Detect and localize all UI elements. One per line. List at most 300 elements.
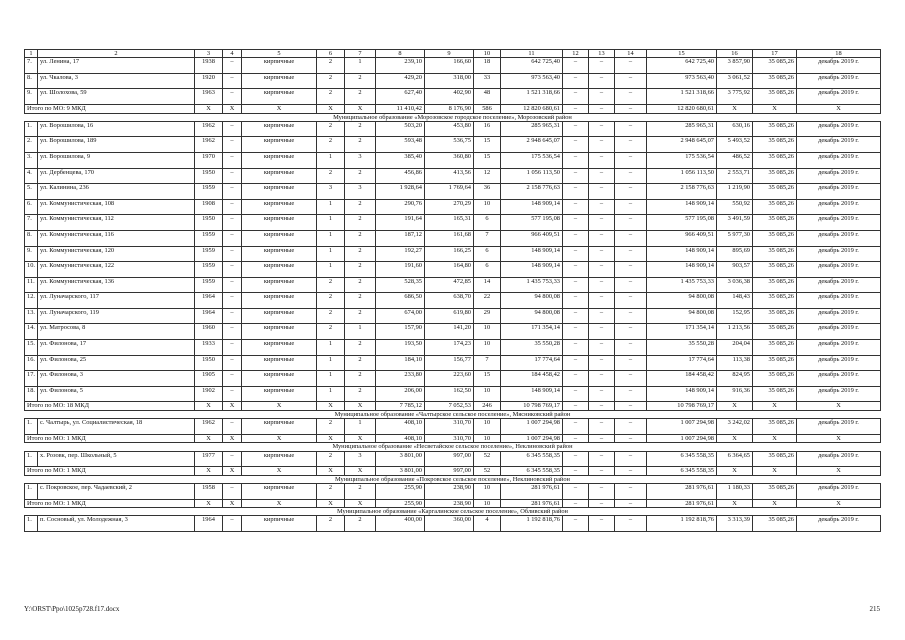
table-cell: – bbox=[589, 199, 615, 215]
table-cell: – bbox=[615, 262, 647, 278]
table-cell: – bbox=[223, 451, 242, 467]
total-cell: Итого по МО: 1 МКД bbox=[25, 467, 195, 476]
table-cell: 1 bbox=[317, 152, 345, 168]
total-cell: 246 bbox=[474, 402, 501, 411]
table-cell: 193,50 bbox=[376, 340, 425, 356]
table-cell: – bbox=[615, 184, 647, 200]
table-cell: 281 976,61 bbox=[501, 483, 563, 499]
table-cell: 6 345 558,35 bbox=[501, 451, 563, 467]
table-cell: 17 774,64 bbox=[647, 355, 717, 371]
table-cell: – bbox=[563, 230, 589, 246]
table-cell: 577 195,08 bbox=[647, 215, 717, 231]
table-cell: – bbox=[615, 89, 647, 105]
table-cell: 1950 bbox=[195, 168, 223, 184]
table-cell: 1. bbox=[25, 451, 38, 467]
total-cell: X bbox=[753, 402, 797, 411]
table-cell: 577 195,08 bbox=[501, 215, 563, 231]
total-cell: 310,70 bbox=[425, 434, 474, 443]
table-cell: 642 725,40 bbox=[647, 58, 717, 74]
section-title: Муниципальное образование «Покровское сельское поселение», Неклиновский район bbox=[25, 475, 881, 483]
table-cell: ул. Ворошилова, 16 bbox=[38, 121, 195, 137]
table-cell: – bbox=[223, 199, 242, 215]
table-cell: кирпичные bbox=[242, 121, 317, 137]
total-cell: X bbox=[195, 467, 223, 476]
table-cell: 1 007 294,98 bbox=[647, 419, 717, 435]
table-cell: – bbox=[563, 419, 589, 435]
table-cell: 174,23 bbox=[425, 340, 474, 356]
table-cell: 3 bbox=[345, 152, 376, 168]
table-cell: 1. bbox=[25, 516, 38, 532]
total-cell: Итого по МО: 1 МКД bbox=[25, 434, 195, 443]
table-cell: – bbox=[223, 293, 242, 309]
table-cell: 503,20 bbox=[376, 121, 425, 137]
table-cell: 2 bbox=[345, 340, 376, 356]
table-row bbox=[25, 262, 881, 278]
table-cell: декабрь 2019 г. bbox=[797, 483, 881, 499]
total-cell: – bbox=[589, 434, 615, 443]
table-cell: – bbox=[223, 277, 242, 293]
table-cell: кирпичные bbox=[242, 262, 317, 278]
table-cell: 238,90 bbox=[425, 483, 474, 499]
table-cell: 1 bbox=[317, 340, 345, 356]
table-cell: декабрь 2019 г. bbox=[797, 340, 881, 356]
total-cell: X bbox=[717, 402, 753, 411]
table-cell: 1970 bbox=[195, 152, 223, 168]
table-row bbox=[25, 73, 881, 89]
table-cell: 1959 bbox=[195, 262, 223, 278]
table-cell: 148 909,14 bbox=[501, 386, 563, 402]
total-cell: X bbox=[195, 104, 223, 113]
table-row bbox=[25, 451, 881, 467]
table-cell: – bbox=[615, 451, 647, 467]
table-cell: 3 857,90 bbox=[717, 58, 753, 74]
table-cell: 165,31 bbox=[425, 215, 474, 231]
table-cell: 35 085,26 bbox=[753, 199, 797, 215]
table-cell: – bbox=[589, 277, 615, 293]
total-cell: X bbox=[797, 402, 881, 411]
table-row bbox=[25, 324, 881, 340]
table-cell: 10 bbox=[474, 340, 501, 356]
table-cell: 166,25 bbox=[425, 246, 474, 262]
table-cell: – bbox=[615, 152, 647, 168]
table-cell: кирпичные bbox=[242, 324, 317, 340]
table-row bbox=[25, 419, 881, 435]
table-cell: – bbox=[615, 419, 647, 435]
table-cell: декабрь 2019 г. bbox=[797, 152, 881, 168]
table-cell: декабрь 2019 г. bbox=[797, 262, 881, 278]
table-cell: кирпичные bbox=[242, 246, 317, 262]
table-cell: 10 bbox=[474, 199, 501, 215]
table-cell: 2 bbox=[345, 199, 376, 215]
table-cell: – bbox=[563, 308, 589, 324]
table-cell: – bbox=[223, 324, 242, 340]
header-cell: 8 bbox=[376, 50, 425, 58]
table-cell: 35 085,26 bbox=[753, 308, 797, 324]
table-cell: 18 bbox=[474, 58, 501, 74]
table-cell: – bbox=[615, 199, 647, 215]
total-cell: 408,10 bbox=[376, 434, 425, 443]
table-cell: п. Сосновый, ул. Молодежная, 3 bbox=[38, 516, 195, 532]
total-cell: X bbox=[223, 499, 242, 508]
table-cell: 1 213,56 bbox=[717, 324, 753, 340]
header-cell: 15 bbox=[647, 50, 717, 58]
table-cell: 10 bbox=[474, 483, 501, 499]
table-cell: кирпичные bbox=[242, 340, 317, 356]
table-cell: – bbox=[223, 184, 242, 200]
total-cell: – bbox=[589, 104, 615, 113]
table-cell: 187,12 bbox=[376, 230, 425, 246]
table-cell: 18. bbox=[25, 386, 38, 402]
total-cell: X bbox=[223, 434, 242, 443]
table-cell: 2 bbox=[345, 230, 376, 246]
total-cell: X bbox=[797, 104, 881, 113]
total-cell: – bbox=[563, 499, 589, 508]
table-cell: 255,90 bbox=[376, 483, 425, 499]
table-cell: декабрь 2019 г. bbox=[797, 451, 881, 467]
table-cell: 2 bbox=[317, 89, 345, 105]
table-cell: 2 bbox=[345, 89, 376, 105]
table-cell: – bbox=[589, 516, 615, 532]
table-cell: 2 bbox=[345, 121, 376, 137]
table-cell: 94 800,08 bbox=[501, 308, 563, 324]
table-cell: 13. bbox=[25, 308, 38, 324]
table-cell: 1 521 318,66 bbox=[647, 89, 717, 105]
table-cell: – bbox=[563, 73, 589, 89]
table-cell: – bbox=[589, 73, 615, 89]
table-row bbox=[25, 355, 881, 371]
total-cell: X bbox=[345, 499, 376, 508]
table-cell: ул. Луначарского, 119 bbox=[38, 308, 195, 324]
table-cell: – bbox=[589, 451, 615, 467]
table-cell: 239,10 bbox=[376, 58, 425, 74]
table-cell: – bbox=[615, 386, 647, 402]
header-cell: 9 bbox=[425, 50, 474, 58]
table-row bbox=[25, 89, 881, 105]
table-cell: 1977 bbox=[195, 451, 223, 467]
table-cell: кирпичные bbox=[242, 355, 317, 371]
header-cell: 5 bbox=[242, 50, 317, 58]
table-cell: – bbox=[223, 89, 242, 105]
table-cell: 157,90 bbox=[376, 324, 425, 340]
table-cell: ул. Матросова, 8 bbox=[38, 324, 195, 340]
table-cell: 2 bbox=[345, 483, 376, 499]
total-cell: X bbox=[717, 467, 753, 476]
table-cell: ул. Дербенцева, 170 bbox=[38, 168, 195, 184]
table-cell: 528,35 bbox=[376, 277, 425, 293]
table-cell: 4 bbox=[474, 516, 501, 532]
table-cell: 413,56 bbox=[425, 168, 474, 184]
table-cell: 3 313,39 bbox=[717, 516, 753, 532]
table-cell: – bbox=[563, 246, 589, 262]
table-cell: – bbox=[589, 58, 615, 74]
table-cell: 22 bbox=[474, 293, 501, 309]
table-cell: – bbox=[223, 215, 242, 231]
table-cell: – bbox=[563, 199, 589, 215]
table-cell: 6 bbox=[474, 215, 501, 231]
table-cell: декабрь 2019 г. bbox=[797, 215, 881, 231]
total-cell: 10 798 769,17 bbox=[647, 402, 717, 411]
table-cell: декабрь 2019 г. bbox=[797, 184, 881, 200]
table-cell: 824,95 bbox=[717, 371, 753, 387]
table-cell: 1962 bbox=[195, 419, 223, 435]
table-cell: – bbox=[563, 355, 589, 371]
table-cell: 6 bbox=[474, 246, 501, 262]
total-cell: X bbox=[317, 104, 345, 113]
table-cell: х. Розовк, пер. Школьный, 5 bbox=[38, 451, 195, 467]
table-cell: ул. Ворошилова, 9 bbox=[38, 152, 195, 168]
header-cell: 6 bbox=[317, 50, 345, 58]
table-cell: – bbox=[615, 121, 647, 137]
total-cell: 7 052,53 bbox=[425, 402, 474, 411]
total-cell: X bbox=[717, 104, 753, 113]
table-cell: 6 bbox=[474, 262, 501, 278]
table-cell: 290,76 bbox=[376, 199, 425, 215]
table-cell: 94 800,08 bbox=[647, 308, 717, 324]
table-cell: кирпичные bbox=[242, 386, 317, 402]
table-cell: 1 521 318,66 bbox=[501, 89, 563, 105]
total-cell: X bbox=[242, 402, 317, 411]
table-cell: 1963 bbox=[195, 89, 223, 105]
table-cell: 310,70 bbox=[425, 419, 474, 435]
table-row bbox=[25, 246, 881, 262]
table-cell: – bbox=[589, 371, 615, 387]
table-cell: 29 bbox=[474, 308, 501, 324]
table-cell: – bbox=[223, 386, 242, 402]
table-cell: 35 085,26 bbox=[753, 516, 797, 532]
table-cell: 3 801,00 bbox=[376, 451, 425, 467]
table-cell: 12 bbox=[474, 168, 501, 184]
table-cell: ул. Коммунистическая, 112 bbox=[38, 215, 195, 231]
table-cell: 7. bbox=[25, 215, 38, 231]
table-cell: 2 bbox=[345, 215, 376, 231]
table-cell: ул. Ворошилова, 189 bbox=[38, 137, 195, 153]
table-cell: 453,80 bbox=[425, 121, 474, 137]
section-title: Муниципальное образование «Каргалинское сельское поселение», Обливский район bbox=[25, 508, 881, 516]
table-cell: 148 909,14 bbox=[647, 246, 717, 262]
table-cell: 1 219,90 bbox=[717, 184, 753, 200]
section-title-row bbox=[25, 411, 881, 419]
table-cell: – bbox=[223, 58, 242, 74]
table-row bbox=[25, 230, 881, 246]
table-cell: 1964 bbox=[195, 516, 223, 532]
table-cell: 1959 bbox=[195, 277, 223, 293]
table-cell: 35 550,28 bbox=[501, 340, 563, 356]
table-cell: 206,00 bbox=[376, 386, 425, 402]
table-cell: – bbox=[223, 152, 242, 168]
total-cell: 52 bbox=[474, 467, 501, 476]
table-cell: 593,48 bbox=[376, 137, 425, 153]
table-cell: – bbox=[615, 246, 647, 262]
table-cell: 35 085,26 bbox=[753, 262, 797, 278]
table-cell: декабрь 2019 г. bbox=[797, 277, 881, 293]
table-cell: 148,43 bbox=[717, 293, 753, 309]
total-cell: – bbox=[615, 402, 647, 411]
table-cell: 2 948 645,07 bbox=[501, 137, 563, 153]
table-cell: 2 bbox=[345, 386, 376, 402]
table-cell: 35 085,26 bbox=[753, 121, 797, 137]
table-cell: – bbox=[615, 355, 647, 371]
total-cell: 238,90 bbox=[425, 499, 474, 508]
header-cell: 7 bbox=[345, 50, 376, 58]
table-cell: 360,00 bbox=[425, 516, 474, 532]
table-cell: декабрь 2019 г. bbox=[797, 246, 881, 262]
table-cell: кирпичные bbox=[242, 58, 317, 74]
table-cell: 1902 bbox=[195, 386, 223, 402]
total-cell: X bbox=[223, 104, 242, 113]
table-cell: 408,10 bbox=[376, 419, 425, 435]
table-cell: 5. bbox=[25, 184, 38, 200]
total-cell: X bbox=[753, 434, 797, 443]
table-cell: – bbox=[589, 89, 615, 105]
table-cell: – bbox=[589, 262, 615, 278]
table-row bbox=[25, 168, 881, 184]
total-row bbox=[25, 434, 881, 443]
table-cell: 35 550,28 bbox=[647, 340, 717, 356]
table-cell: 148 909,14 bbox=[647, 386, 717, 402]
table-cell: 9. bbox=[25, 89, 38, 105]
total-cell: Итого по МО: 9 МКД bbox=[25, 104, 195, 113]
table-cell: 2 948 645,07 bbox=[647, 137, 717, 153]
table-cell: 1 435 753,33 bbox=[647, 277, 717, 293]
table-cell: – bbox=[589, 340, 615, 356]
table-cell: 270,29 bbox=[425, 199, 474, 215]
table-cell: 191,64 bbox=[376, 215, 425, 231]
table-cell: – bbox=[563, 483, 589, 499]
table-cell: – bbox=[589, 230, 615, 246]
total-cell: X bbox=[242, 467, 317, 476]
table-cell: 10 bbox=[474, 419, 501, 435]
table-cell: 14 bbox=[474, 277, 501, 293]
table-cell: 4. bbox=[25, 168, 38, 184]
total-cell: 1 007 294,98 bbox=[501, 434, 563, 443]
table-cell: – bbox=[563, 121, 589, 137]
table-cell: – bbox=[615, 324, 647, 340]
total-cell: X bbox=[797, 467, 881, 476]
table-cell: 10 bbox=[474, 386, 501, 402]
table-cell: 35 085,26 bbox=[753, 58, 797, 74]
total-cell: X bbox=[223, 402, 242, 411]
total-cell: – bbox=[589, 499, 615, 508]
table-cell: 1962 bbox=[195, 121, 223, 137]
table-cell: 3. bbox=[25, 152, 38, 168]
table-cell: кирпичные bbox=[242, 168, 317, 184]
section-title-row bbox=[25, 443, 881, 451]
table-cell: кирпичные bbox=[242, 371, 317, 387]
table-cell: 1959 bbox=[195, 184, 223, 200]
table-cell: 1 bbox=[317, 199, 345, 215]
table-cell: ул. Луначарского, 117 bbox=[38, 293, 195, 309]
table-cell: – bbox=[589, 419, 615, 435]
table-cell: 1905 bbox=[195, 371, 223, 387]
table-cell: 1 007 294,98 bbox=[501, 419, 563, 435]
table-cell: – bbox=[563, 293, 589, 309]
table-cell: – bbox=[563, 215, 589, 231]
total-cell: 997,00 bbox=[425, 467, 474, 476]
table-cell: 2 bbox=[345, 277, 376, 293]
table-cell: – bbox=[563, 58, 589, 74]
table-cell: 12. bbox=[25, 293, 38, 309]
table-cell: 171 354,14 bbox=[647, 324, 717, 340]
total-cell: X bbox=[317, 434, 345, 443]
section-title: Муниципальное образование «Чалтырское сельское поселение», Мясниковский район bbox=[25, 411, 881, 419]
table-cell: 1964 bbox=[195, 308, 223, 324]
table-cell: 233,80 bbox=[376, 371, 425, 387]
total-row bbox=[25, 499, 881, 508]
table-cell: 1959 bbox=[195, 230, 223, 246]
table-cell: – bbox=[563, 184, 589, 200]
table-cell: – bbox=[223, 121, 242, 137]
table-row bbox=[25, 371, 881, 387]
total-cell: 12 820 680,61 bbox=[647, 104, 717, 113]
table-cell: 630,16 bbox=[717, 121, 753, 137]
table-cell: 2 bbox=[317, 324, 345, 340]
table-cell: – bbox=[563, 386, 589, 402]
total-cell: – bbox=[615, 434, 647, 443]
table-cell: ул. Филонова, 25 bbox=[38, 355, 195, 371]
header-cell: 11 bbox=[501, 50, 563, 58]
table-cell: 318,00 bbox=[425, 73, 474, 89]
table-cell: – bbox=[563, 137, 589, 153]
table-cell: 1 056 113,50 bbox=[647, 168, 717, 184]
total-cell: X bbox=[345, 434, 376, 443]
table-cell: ул. Чкалова, 3 bbox=[38, 73, 195, 89]
total-cell: 281 976,61 bbox=[501, 499, 563, 508]
table-body bbox=[25, 50, 881, 532]
table-cell: 6 345 558,35 bbox=[647, 451, 717, 467]
table-cell: – bbox=[589, 293, 615, 309]
table-cell: кирпичные bbox=[242, 419, 317, 435]
header-cell: 4 bbox=[223, 50, 242, 58]
table-cell: 1964 bbox=[195, 293, 223, 309]
table-cell: кирпичные bbox=[242, 215, 317, 231]
total-cell: X bbox=[345, 467, 376, 476]
table-cell: ул. Коммунистическая, 136 bbox=[38, 277, 195, 293]
table-cell: 35 085,26 bbox=[753, 340, 797, 356]
table-cell: 2 bbox=[317, 419, 345, 435]
table-cell: 10. bbox=[25, 262, 38, 278]
total-cell: 1 007 294,98 bbox=[647, 434, 717, 443]
table-cell: 14. bbox=[25, 324, 38, 340]
table-cell: 35 085,26 bbox=[753, 137, 797, 153]
table-cell: 3 bbox=[345, 451, 376, 467]
table-cell: декабрь 2019 г. bbox=[797, 355, 881, 371]
table-cell: 52 bbox=[474, 451, 501, 467]
table-cell: – bbox=[615, 137, 647, 153]
table-cell: 1 bbox=[317, 262, 345, 278]
table-cell: кирпичные bbox=[242, 199, 317, 215]
table-cell: – bbox=[563, 516, 589, 532]
header-cell: 12 bbox=[563, 50, 589, 58]
table-cell: – bbox=[615, 277, 647, 293]
table-cell: 164,80 bbox=[425, 262, 474, 278]
table-cell: 472,85 bbox=[425, 277, 474, 293]
total-cell: 10 bbox=[474, 499, 501, 508]
total-row bbox=[25, 467, 881, 476]
table-cell: 2 158 776,63 bbox=[647, 184, 717, 200]
table-cell: – bbox=[589, 246, 615, 262]
total-row bbox=[25, 402, 881, 411]
table-cell: 2 bbox=[317, 73, 345, 89]
table-cell: 402,90 bbox=[425, 89, 474, 105]
document-path: Y:\ORST\Ppo\1025p728.f17.docx bbox=[24, 605, 120, 613]
table-cell: 2 bbox=[345, 262, 376, 278]
table-row bbox=[25, 58, 881, 74]
table-row bbox=[25, 277, 881, 293]
table-cell: – bbox=[223, 308, 242, 324]
table-row bbox=[25, 215, 881, 231]
table-cell: – bbox=[615, 230, 647, 246]
total-cell: – bbox=[563, 402, 589, 411]
